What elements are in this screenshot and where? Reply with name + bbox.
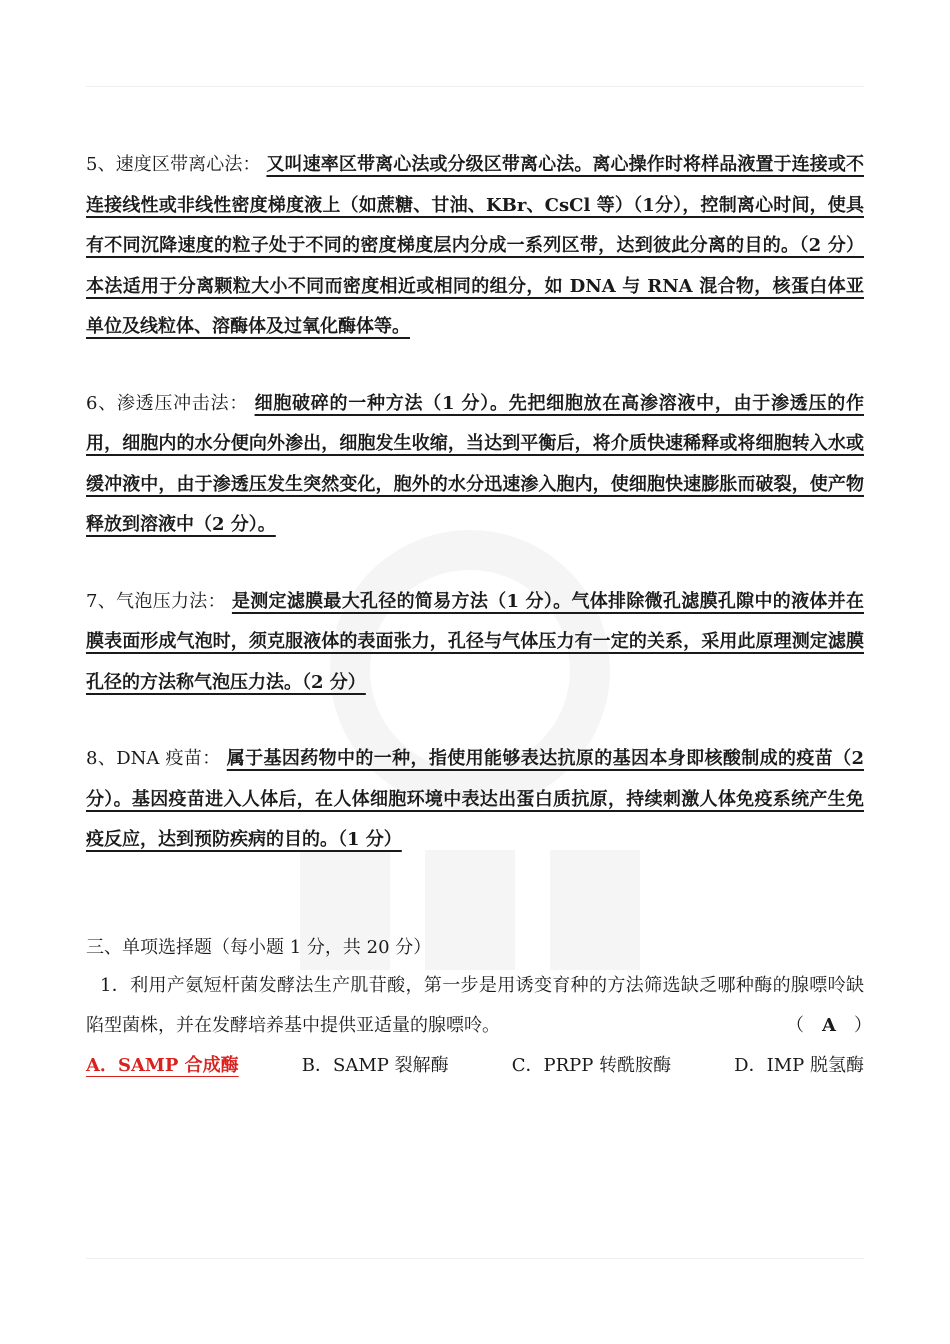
footer-rule xyxy=(86,1258,864,1259)
answer-key: （ A ） xyxy=(786,1006,872,1046)
definition-5 xyxy=(86,145,864,348)
definition-8 xyxy=(86,739,864,861)
option-c: C．PRPP 转酰胺酶 xyxy=(511,1054,672,1076)
definition-term: 7、气泡压力法： xyxy=(86,590,226,612)
definition-answer: 是测定滤膜最大孔径的简易方法（1 分）。气体排除微孔滤膜孔隙中的液体并在膜表面形成气泡时，须克服液体的表面张力，孔径与气体压力有一定的关系，采用此原理测定滤膜孔径的方法称气泡压力法。（2 分） xyxy=(86,590,864,693)
option-d: D．IMP 脱氢酶 xyxy=(734,1054,864,1076)
options-row xyxy=(86,1046,864,1086)
answer-letter: A xyxy=(822,1014,836,1036)
definition-6 xyxy=(86,384,864,546)
option-a: A．SAMP 合成酶 xyxy=(86,1054,239,1076)
definition-answer: 细胞破碎的一种方法（1 分）。先把细胞放在高渗溶液中，由于渗透压的作用，细胞内的水分便向外渗出，细胞发生收缩，当达到平衡后，将介质快速稀释或将细胞转入水或缓冲液中，由于渗透压发生突然变化，胞外的水分迅速渗入胞内，使细胞快速膨胀而破裂，使产物释放到溶液中（2 分）。 xyxy=(86,392,864,535)
page-content xyxy=(86,145,872,1086)
question-1 xyxy=(86,966,872,1046)
header-rule xyxy=(86,86,864,87)
definition-answer: 属于基因药物中的一种，指使用能够表达抗原的基因本身即核酸制成的疫苗（2 分）。基因疫苗进入人体后，在人体细胞环境中表达出蛋白质抗原，持续刺激人体免疫系统产生免疫反应，达到预防疾病的目的。（1 分） xyxy=(86,748,864,850)
definition-7 xyxy=(86,582,864,704)
definition-answer: 又叫速率区带离心法或分级区带离心法。离心操作时将样品液置于连接或不连接线性或非线性密度梯度液上（如蔗糖、甘油、KBr、CsCl 等）（1分），控制离心时间，使具有不同沉降速度的粒子处于不同的密度梯度层内分成一系列区带，达到彼此分离的目的。（2 分）本法适用于分离颗粒大小不同而密度相近或相同的组分，如 DNA 与 RNA 混合物，核蛋白体亚单位及线粒体、溶酶体及过氧化酶体等。 xyxy=(86,154,865,337)
definition-term: 6、渗透压冲击法： xyxy=(86,392,249,414)
definition-term: 5、速度区带离心法： xyxy=(86,154,261,175)
section-title: 三、单项选择题（每小题 1 分，共 20 分） xyxy=(86,936,432,958)
option-b: B．SAMP 裂解酶 xyxy=(301,1054,449,1076)
question-text: 1．利用产氨短杆菌发酵法生产肌苷酸，第一步是用诱变育种的方法筛选缺乏哪种酶的腺嘌呤缺陷型菌株，并在发酵培养基中提供亚适量的腺嘌呤。 xyxy=(86,974,864,1036)
definition-term: 8、DNA 疫苗： xyxy=(86,748,221,769)
